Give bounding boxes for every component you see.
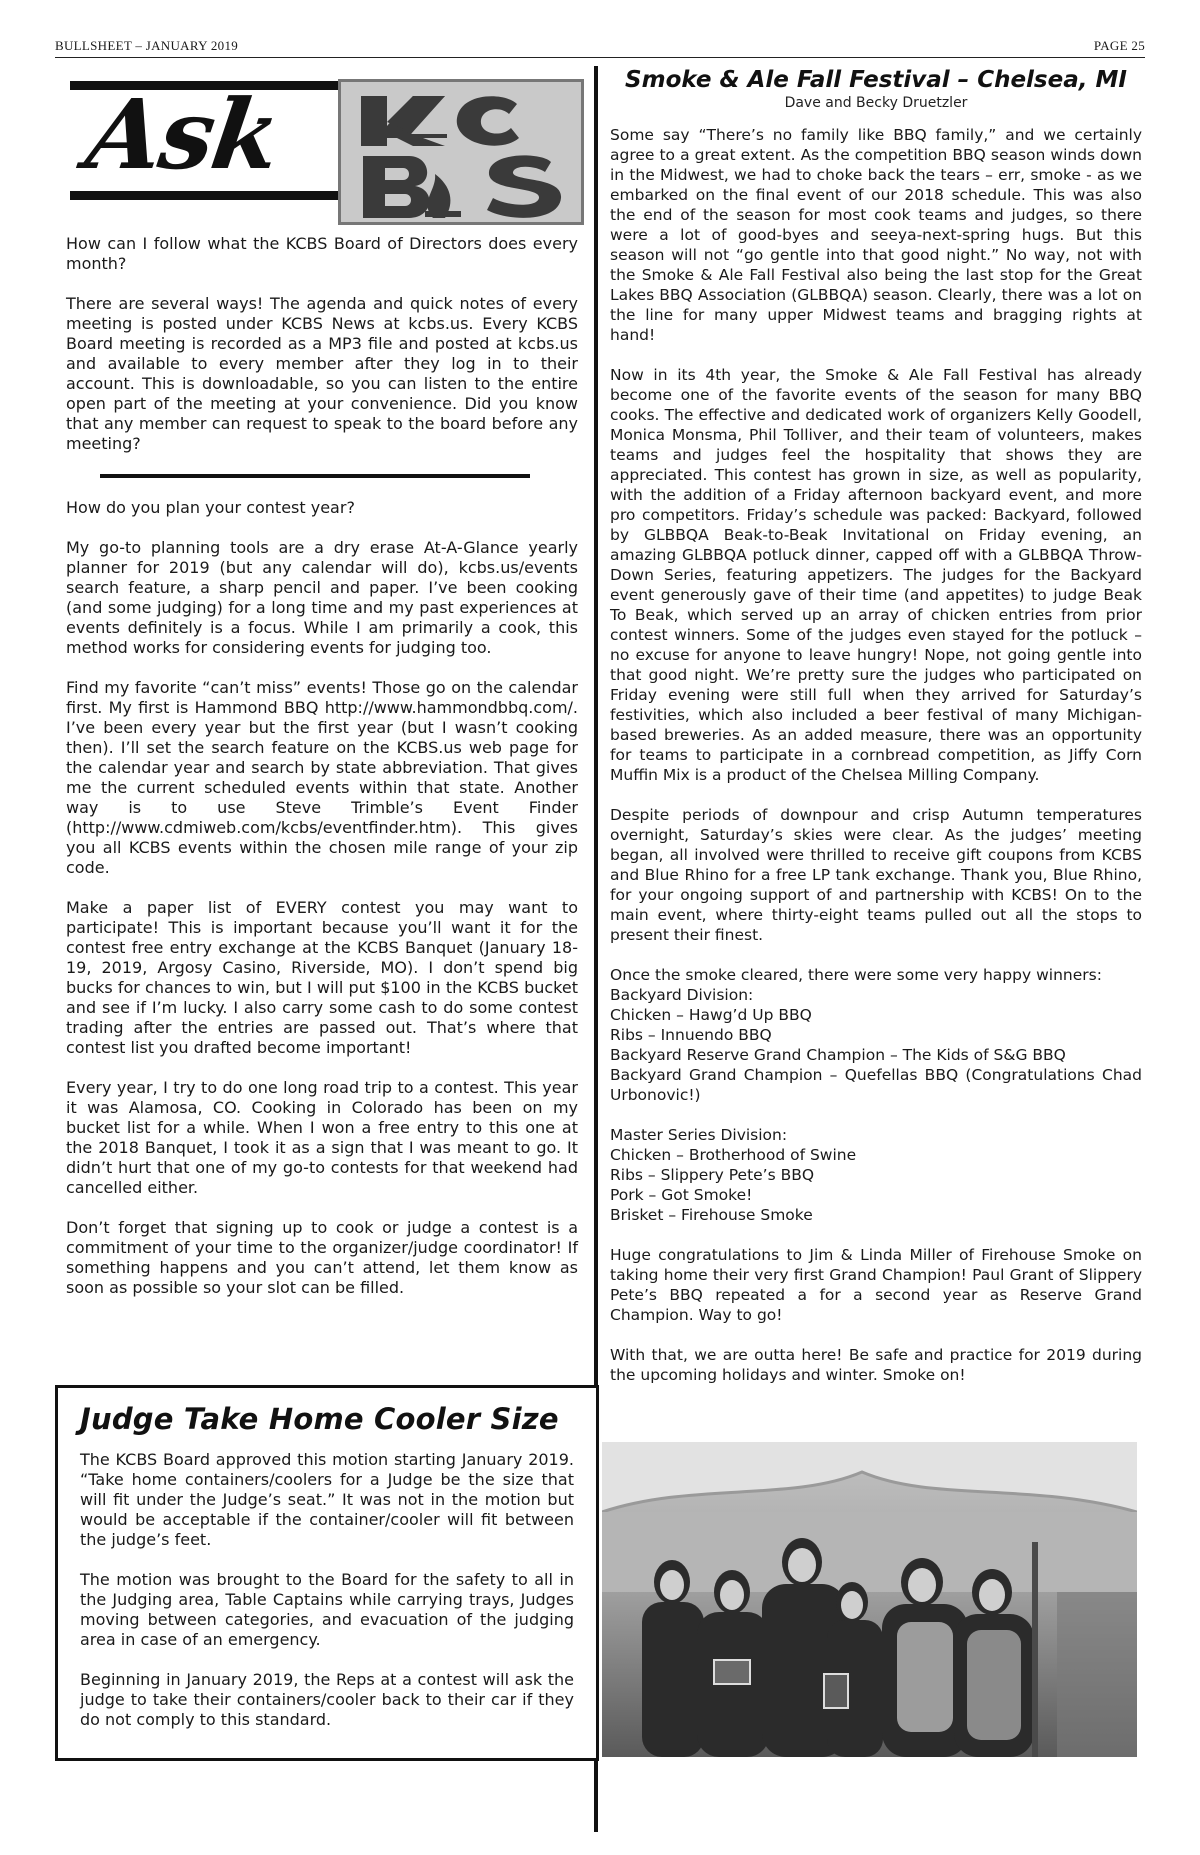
qa2-answer-paragraph: Make a paper list of EVERY contest you may want to participate! This is important because you’ll want it for the contest free entry exchange at the KCBS Banquet (January 18-19, 2019, Argosy Casino, Riverside, MO). I don’t spend big bucks for chances to win, but I will put $100 in the KCBS bucket and see if I’m lucky. I also carry some cash to do some contest trading after the entries are passed out. That’s where that contest list you drafted become important!	[66, 898, 578, 1057]
article-paragraph: Now in its 4th year, the Smoke & Ale Fall Festival has already become one of the favorite events of the season for many BBQ cooks. The effective and dedicated work of organizers Kelly Goodell, Monica Monsma, Phil Tolliver, and their team of volunteers, makes teams and judges feel the hospitality that shows they are appreciated. This contest has grown in size, as well as popularity, with the addition of a Friday afternoon backyard event, and more pro competitors. Friday’s schedule was packed: Backyard, followed by GLBBQA Beak-to-Beak Invitational on Friday evening, an amazing GLBBQA potluck dinner, capped off with a GLBBQA Throw-Down Series, featuring appetizers. The judges for the Backyard event generously gave of their time (and appetites) to judge Beak To Beak, which served up an array of chicken entries from prior contest winners. Some of the judges even stayed for the potluck – no excuse for anyone to leave hungry! Nope, not going gentle into that good night. We’re pretty sure the judges who participated on Friday evening were still full when they arrived for Saturday’s festivities, which also included a beer festival of many Michigan-based breweries. As an added measure, there was an opportunity for teams to participate in a cornbread competition, as Jiffy Corn Muffin Mix is a product of the Chelsea Milling Company.	[610, 366, 1142, 784]
qa1-answer: There are several ways! The agenda and quick notes of every meeting is posted under KCBS News at kcbs.us. Every KCBS Board meeting is recorded as a MP3 file and posted at kcbs.us and available to every member after they log in to their account. This is downloadable, so you can listen to the entire open part of the meeting at your convenience. Did you know that any member can request to speak to the board before any meeting?	[66, 294, 578, 453]
kcbs-logo	[338, 79, 584, 225]
ask-kcbs-column	[66, 66, 578, 1318]
qa-section	[66, 234, 578, 1298]
article-paragraph: Some say “There’s no family like BBQ family,” and we certainly agree to a great extent. As the competition BBQ season winds down in the Midwest, we had to choke back the tears – err, smoke - as we embarked on the final event of our 2018 schedule. This was also the end of the season for most cook teams and judges, so there were a lot of good-byes and seeya-next-spring hugs. But this season will not “go gentle into that good night.” No way, not with the Smoke & Ale Fall Festival also being the last stop for the Great Lakes BBQ Association (GLBBQA) season. Clearly, there was a lot on the line for many upper Midwest teams and bragging rights at hand!	[610, 126, 1142, 344]
group-photo	[602, 1442, 1137, 1757]
article-paragraph: Despite periods of downpour and crisp Autumn temperatures overnight, Saturday’s skies were clear. As the judges’ meeting began, all involved were thrilled to receive gift coupons from KCBS and Blue Rhino for a free LP tank exchange. Thank you, Blue Rhino, for your ongoing support of and partnership with KCBS! On to the main event, where thirty-eight teams pulled out all the stops to present their finest.	[610, 806, 1142, 944]
issue-label: BULLSHEET – JANUARY 2019	[55, 38, 239, 53]
cooler-size-box	[55, 1385, 599, 1761]
qa1-question: How can I follow what the KCBS Board of Directors does every month?	[66, 234, 578, 273]
cooler-paragraph: The motion was brought to the Board for the safety to all in the Judging area, Table Captains while carrying trays, Judges moving between categories, and evacuation of the judging area in case of an emergency.	[80, 1570, 574, 1649]
cooler-box-body	[80, 1450, 574, 1750]
article-paragraph: Huge congratulations to Jim & Linda Miller of Firehouse Smoke on taking home their very first Grand Champion! Paul Grant of Slippery Pete’s BBQ repeated a for a second year as Reserve Grand Champion. Way to go!	[610, 1246, 1142, 1324]
festival-article	[610, 66, 1142, 1405]
cooler-box-title: Judge Take Home Cooler Size	[80, 1402, 559, 1436]
qa-divider	[100, 474, 530, 478]
winners-backyard: Once the smoke cleared, there were some very happy winners: Backyard Division: Chicken – Hawg’d Up BBQ Ribs – Innuendo BBQ Backyard Reserve Grand Champion – The Kids of S&G BBQ Backyard Grand Champion – Quefellas BBQ (Congratulations Chad Urbonovic!)	[610, 966, 1142, 1104]
winners-master-series: Master Series Division: Chicken – Brotherhood of Swine Ribs – Slippery Pete’s BBQ Pork – Got Smoke! Brisket – Firehouse Smoke	[610, 1126, 857, 1224]
qa2-answer-paragraph: Don’t forget that signing up to cook or judge a contest is a commitment of your time to the organizer/judge coordinator! If something happens and you can’t attend, let them know as soon as possible so your slot can be filled.	[66, 1218, 578, 1297]
page-number: PAGE 25	[1093, 38, 1145, 53]
group-photo-illustration	[602, 1442, 1137, 1757]
masthead-rule-bottom	[70, 191, 340, 200]
article-closing: With that, we are outta here! Be safe and practice for 2019 during the upcoming holidays and winter. Smoke on!	[610, 1346, 1142, 1384]
article-title: Smoke & Ale Fall Festival – Chelsea, MI	[625, 67, 1127, 93]
ask-kcbs-masthead	[66, 66, 578, 224]
cooler-paragraph: Beginning in January 2019, the Reps at a contest will ask the judge to take their containers/cooler back to their car if they do not comply to this standard.	[80, 1670, 574, 1729]
cooler-paragraph: The KCBS Board approved this motion starting January 2019. “Take home containers/coolers for a Judge be the size that will fit under the Judge’s seat.” It was not in the motion but would be acceptable if the container/cooler will fit between the judge’s feet.	[80, 1450, 574, 1549]
running-head	[55, 37, 1145, 58]
qa2-answer-paragraph: Every year, I try to do one long road trip to a contest. This year it was Alamosa, CO. Cooking in Colorado has been on my bucket list for a while. When I won a free entry to this one at the 2018 Banquet, I took it as a sign that I was meant to go. It didn’t hurt that one of my go-to contests for that weekend had cancelled either.	[66, 1078, 578, 1197]
qa2-question: How do you plan your contest year?	[66, 498, 355, 517]
ask-wordmark: Ask	[80, 78, 286, 191]
qa2-answer-paragraph: Find my favorite “can’t miss” events! Those go on the calendar first. My first is Hammond BBQ http://www.hammondbbq.com/. I’ve been every year but the first year (but I wasn’t cooking then). I’ll set the search feature on the KCBS.us web page for the calendar year and search by state abbreviation. That gives me the current scheduled events within that state. Another way is to use Steve Trimble’s Event Finder (http://www.cdmiweb.com/kcbs/eventfinder.htm). This gives you all KCBS events within the chosen mile range of your zip code.	[66, 678, 578, 877]
kcbs-logo-graphic	[341, 82, 581, 222]
article-byline: Dave and Becky Druetzler	[784, 95, 968, 111]
qa2-answer-paragraph: My go-to planning tools are a dry erase At-A-Glance yearly planner for 2019 (but any calendar will do), kcbs.us/events search feature, a sharp pencil and paper. I’ve been cooking (and some judging) for a long time and my past experiences at events definitely is a focus. While I am primarily a cook, this method works for considering events for judging too.	[66, 538, 578, 657]
